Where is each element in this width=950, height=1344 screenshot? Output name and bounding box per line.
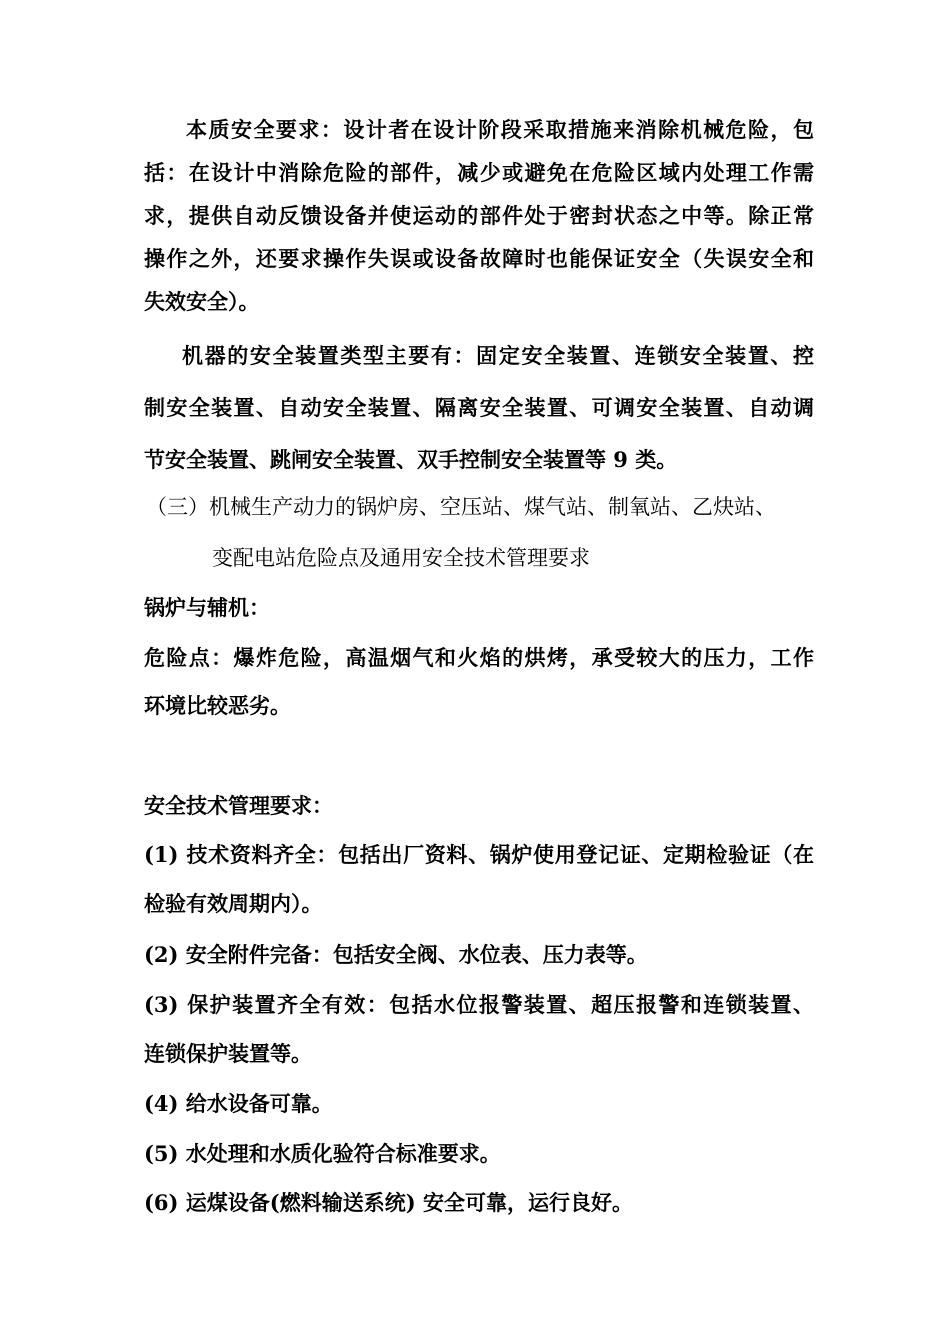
requirement-1-line-1: (1) 技术资料齐全：包括出厂资料、锅炉使用登记证、定期检验证（在 bbox=[144, 842, 814, 867]
section-heading-line-2: 变配电站危险点及通用安全技术管理要求 bbox=[212, 546, 590, 570]
requirement-3-line-2: 连锁保护装置等。 bbox=[144, 1041, 312, 1066]
paragraph-1-line-2: 括：在设计中消除危险的部件，减少或避免在危险区域内处理工作需 bbox=[144, 160, 814, 185]
paragraph-2-line-3: 节安全装置、跳闸安全装置、双手控制安全装置等 9 类。 bbox=[144, 447, 678, 472]
requirement-1-line-2: 检验有效周期内）。 bbox=[144, 891, 323, 916]
requirement-4: (4) 给水设备可靠。 bbox=[144, 1091, 333, 1116]
paragraph-1-line-1: 本质安全要求：设计者在设计阶段采取措施来消除机械危险，包 bbox=[186, 117, 814, 142]
paragraph-1-line-3: 求，提供自动反馈设备并使运动的部件处于密封状态之中等。除正常 bbox=[144, 203, 814, 228]
danger-point-line-1: 危险点：爆炸危险，高温烟气和火焰的烘烤，承受较大的压力，工作 bbox=[144, 645, 814, 670]
paragraph-1-line-4: 操作之外，还要求操作失误或设备故障时也能保证安全（失误安全和 bbox=[144, 246, 814, 271]
paragraph-2-line-2: 制安全装置、自动安全装置、隔离安全装置、可调安全装置、自动调 bbox=[144, 395, 814, 420]
paragraph-1-line-5: 失效安全）。 bbox=[144, 289, 260, 314]
requirements-title: 安全技术管理要求： bbox=[144, 793, 333, 818]
requirement-2: (2) 安全附件完备：包括安全阀、水位表、压力表等。 bbox=[144, 942, 648, 967]
boiler-label: 锅炉与辅机： bbox=[144, 595, 270, 620]
requirement-5: (5) 水处理和水质化验符合标准要求。 bbox=[144, 1141, 501, 1166]
requirement-3-line-1: (3) 保护装置齐全有效：包括水位报警装置、超压报警和连锁装置、 bbox=[144, 992, 814, 1017]
section-heading-line-1: （三）机械生产动力的锅炉房、空压站、煤气站、制氧站、乙炔站、 bbox=[146, 495, 776, 519]
paragraph-2-line-1: 机器的安全装置类型主要有：固定安全装置、连锁安全装置、控 bbox=[182, 343, 814, 368]
requirement-6: (6) 运煤设备(燃料输送系统) 安全可靠，运行良好。 bbox=[144, 1190, 633, 1215]
danger-point-line-2: 环境比较恶劣。 bbox=[144, 693, 291, 718]
